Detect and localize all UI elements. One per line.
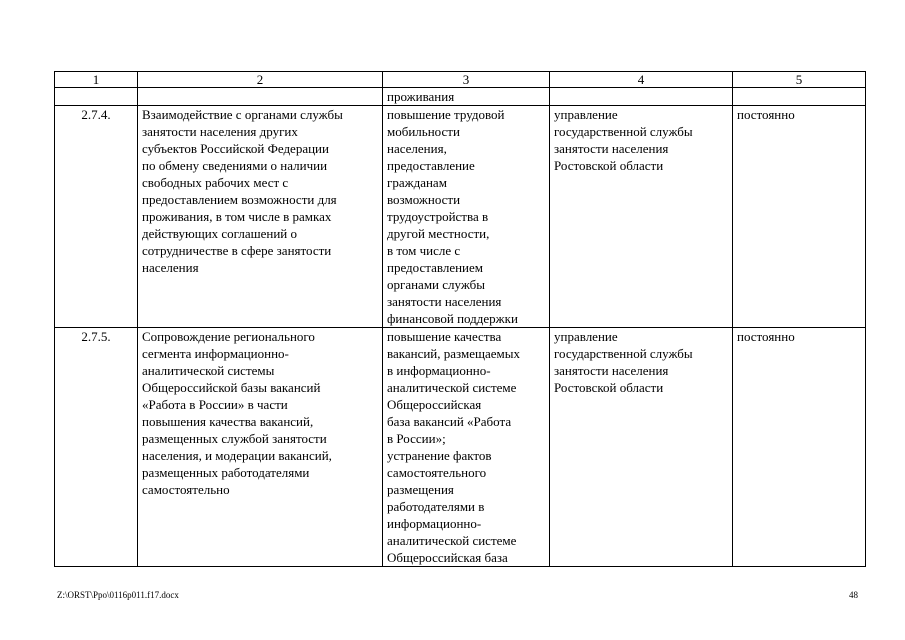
measures-table: [54, 71, 866, 567]
continuation-cell-2: [138, 88, 383, 106]
result-text: повышение трудовой мобильности населения, предоставление гражданам возможности трудоустройства в другой местности, в том числе с предоставлением органами службы занятости населения финансовой поддержки: [383, 106, 550, 328]
executor-text: управление государственной службы занятости населения Ростовской области: [550, 106, 733, 328]
executor-text: управление государственной службы занятости населения Ростовской области: [550, 328, 733, 567]
column-number-5: 5: [733, 72, 866, 88]
continuation-cell-4: [550, 88, 733, 106]
continuation-row: [55, 88, 866, 106]
continuation-cell-5: [733, 88, 866, 106]
term-text: постоянно: [733, 328, 866, 567]
item-number: 2.7.4.: [55, 106, 138, 328]
column-number-2: 2: [138, 72, 383, 88]
continuation-text: проживания: [383, 88, 550, 106]
table-row: [55, 106, 866, 328]
page-number: 48: [849, 590, 858, 600]
column-number-3: 3: [383, 72, 550, 88]
event-text: Взаимодействие с органами службы занятости населения других субъектов Российской Федерации по обмену сведениями о наличии свободных рабочих мест с предоставлением возможности для проживания, в том числе в рамках действующих соглашений о сотрудничестве в сфере занятости населения: [138, 106, 383, 328]
table-row: [55, 328, 866, 567]
item-number: 2.7.5.: [55, 328, 138, 567]
event-text: Сопровождение регионального сегмента информационно- аналитической системы Общероссийской базы вакансий «Работа в России» в части повышения качества вакансий, размещенных службой занятости населения, и модерации вакансий, размещенных работодателями самостоятельно: [138, 328, 383, 567]
column-number-4: 4: [550, 72, 733, 88]
column-number-1: 1: [55, 72, 138, 88]
continuation-cell-1: [55, 88, 138, 106]
footer-file-path: Z:\ORST\Ppo\0116p011.f17.docx: [57, 590, 179, 600]
column-number-row: [55, 72, 866, 88]
result-text: повышение качества вакансий, размещаемых в информационно- аналитической системе Общероссийская база вакансий «Работа в России»; устранение фактов самостоятельного размещения работодателями в информационно- аналитической системе Общероссийская база: [383, 328, 550, 567]
term-text: постоянно: [733, 106, 866, 328]
